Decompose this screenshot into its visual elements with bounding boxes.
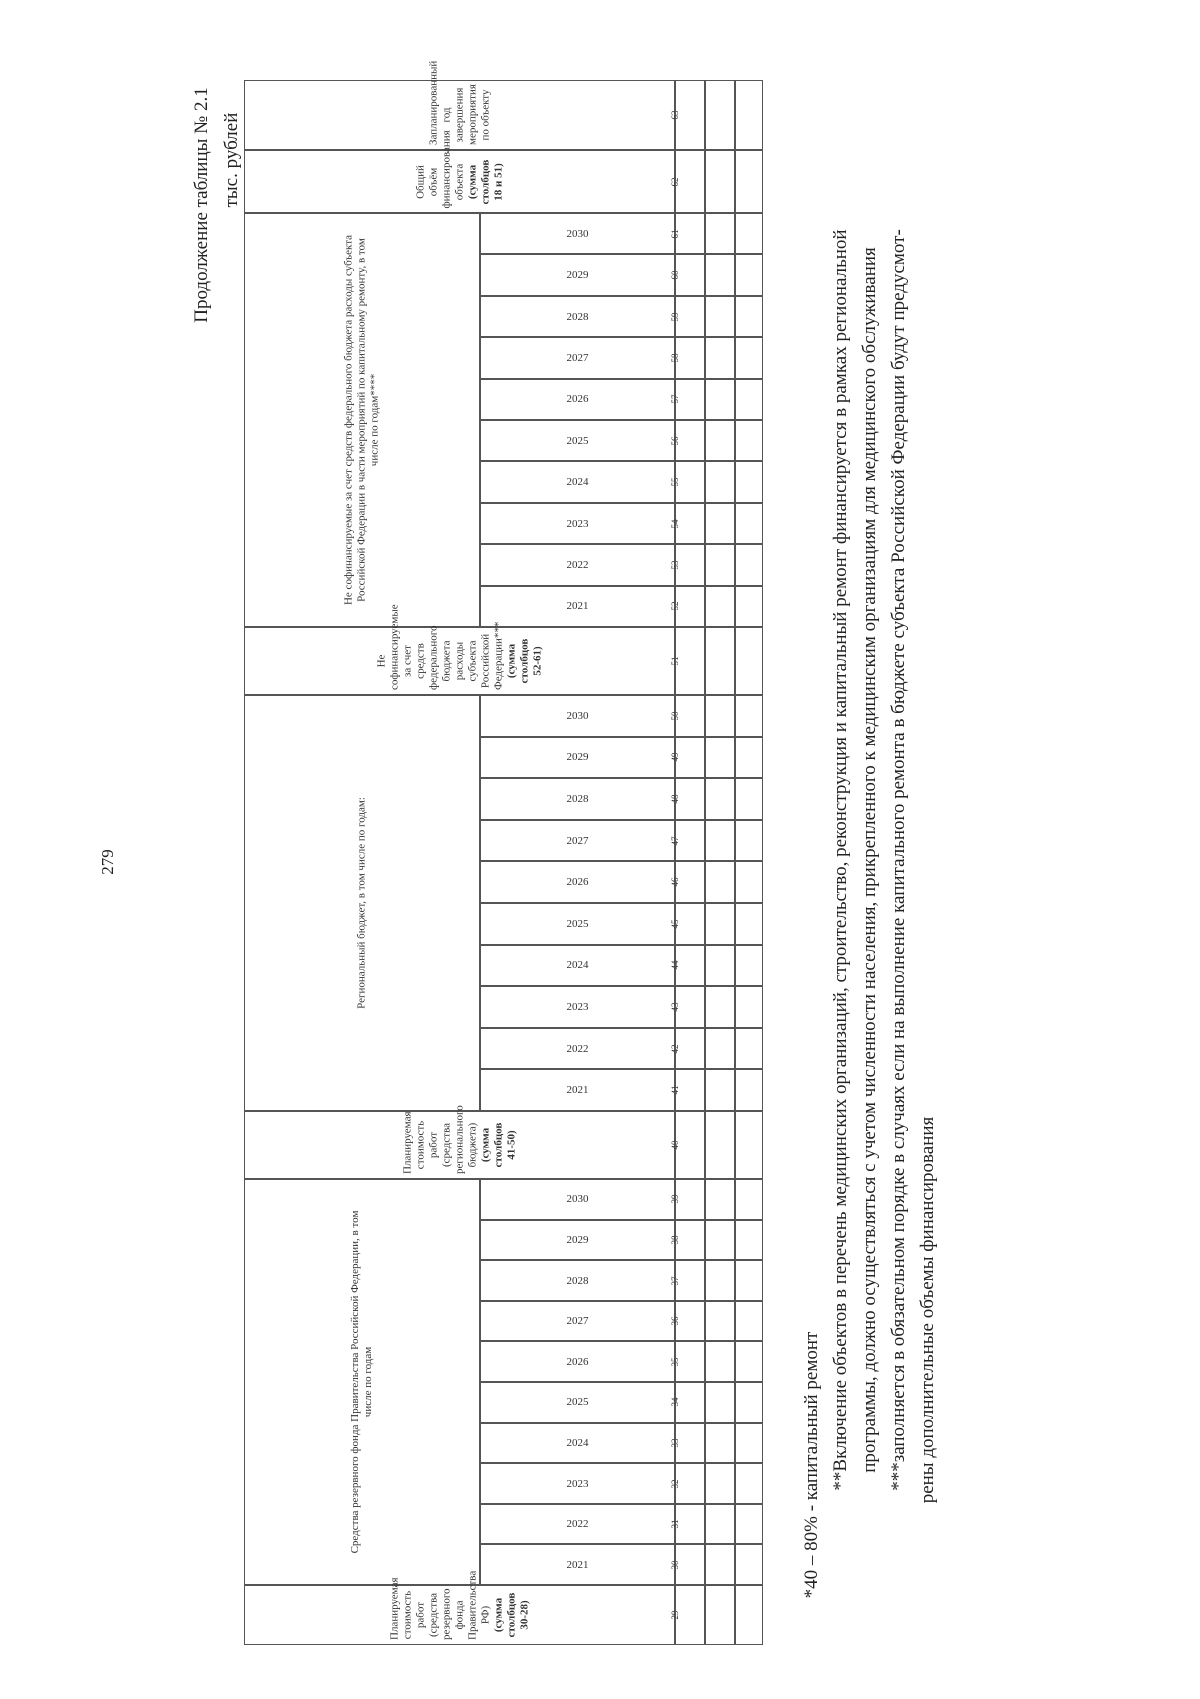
reserve-row-2025-blank-3 <box>735 1382 763 1423</box>
noncofin-colnum-2029: 60 <box>670 270 680 280</box>
reserve-cost-label <box>388 1570 531 1640</box>
footnote-4: ***заполняется в обязательном порядке в случаях если на выполнение капитального ремонта в бюджете субъекта Российской Федерации будут предусмот- <box>888 229 909 1491</box>
reserve-row-2030-blank-2 <box>705 1179 735 1220</box>
regional-cost-colnum: 40 <box>670 1140 680 1150</box>
reserve-colnum-2025: 34 <box>670 1397 680 1407</box>
reserve-row-2024-blank-2 <box>705 1423 735 1464</box>
regional-year-2030: 2030 <box>566 709 589 722</box>
units-label: тыс. рублей <box>221 112 242 208</box>
noncofin-year-2026: 2026 <box>566 393 589 406</box>
noncofin-sum-label <box>375 604 544 690</box>
noncofin-row-2023-blank-3 <box>735 503 763 544</box>
regional-row-2025-blank-3 <box>735 903 763 945</box>
regional-row-2023-blank-3 <box>735 986 763 1028</box>
reserve-row-2021-blank-2 <box>705 1544 735 1585</box>
regional-year-2029: 2029 <box>566 751 589 764</box>
regional-row-2027-blank-3 <box>735 820 763 862</box>
noncofin-row-2026-blank-2 <box>705 379 735 420</box>
reserve-colnum-2021: 30 <box>670 1560 680 1570</box>
noncofin-year-2021: 2021 <box>566 600 589 613</box>
regional-group-label: Региональный бюджет, в том числе по годам: <box>355 797 368 1009</box>
reserve-row-2023-blank-3 <box>735 1463 763 1504</box>
noncofin-row-2029-blank-2 <box>705 254 735 295</box>
reserve-row-2026-blank-2 <box>705 1341 735 1382</box>
page-number: 279 <box>98 849 117 875</box>
regional-colnum-2022: 42 <box>670 1044 680 1054</box>
noncofin-row-2029-blank-3 <box>735 254 763 295</box>
noncofin-year-2029: 2029 <box>566 269 589 282</box>
reserve-year-2030: 2030 <box>566 1193 589 1206</box>
reserve-year-2021: 2021 <box>566 1558 589 1571</box>
regional-row-2023-blank-2 <box>705 986 735 1028</box>
regional-row-2025-blank-2 <box>705 903 735 945</box>
regional-colnum-2030: 50 <box>670 711 680 721</box>
regional-row-2026-blank-3 <box>735 861 763 903</box>
reserve-row-2028-blank-2 <box>705 1260 735 1301</box>
noncofin-row-2030-blank-2 <box>705 213 735 254</box>
reserve-row-2029-blank-3 <box>735 1220 763 1261</box>
noncofin-colnum-2023: 54 <box>670 519 680 528</box>
regional-row-2028-blank-2 <box>705 778 735 820</box>
regional-row-2029-blank-2 <box>705 737 735 779</box>
noncofin-row-2027-blank-3 <box>735 337 763 378</box>
noncofin-year-2025: 2025 <box>566 434 589 447</box>
noncofin-colnum-2027: 58 <box>670 353 680 363</box>
noncofin-sum-blank-2 <box>705 627 735 695</box>
reserve-year-2024: 2024 <box>566 1436 589 1449</box>
reserve-row-2021-blank-3 <box>735 1544 763 1585</box>
regional-row-2024-blank-2 <box>705 945 735 987</box>
reserve-row-2027-blank-3 <box>735 1301 763 1342</box>
reserve-row-2026-blank-3 <box>735 1341 763 1382</box>
footnote-2: **Включение объектов в перечень медицинских организаций, строительство, реконструкция и капитальный ремонт финансируется в рамках региональной <box>830 229 851 1491</box>
regional-row-2021-blank-3 <box>735 1069 763 1111</box>
noncofin-year-2022: 2022 <box>566 558 589 571</box>
noncofin-sum-label-sum: (сумма столбцов 52-61) <box>505 638 543 684</box>
regional-row-2022-blank-3 <box>735 1028 763 1070</box>
regional-colnum-2021: 41 <box>670 1085 680 1095</box>
regional-row-2030-blank-2 <box>705 695 735 737</box>
colnum-divider <box>675 80 705 1645</box>
noncofin-row-2030-blank-3 <box>735 213 763 254</box>
regional-row-2026-blank-2 <box>705 861 735 903</box>
regional-year-2023: 2023 <box>566 1001 589 1013</box>
regional-row-2022-blank-2 <box>705 1028 735 1070</box>
regional-colnum-2023: 43 <box>670 1002 680 1012</box>
total-volume-blank-2 <box>705 150 735 213</box>
reserve-row-2023-blank-2 <box>705 1463 735 1504</box>
noncofin-row-2021-blank-3 <box>735 586 763 627</box>
reserve-row-2029-blank-2 <box>705 1220 735 1261</box>
reserve-cost-blank-3 <box>735 1585 763 1645</box>
noncofin-colnum-2030: 61 <box>670 229 680 239</box>
regional-colnum-2024: 44 <box>670 960 680 970</box>
noncofin-colnum-2025: 56 <box>670 436 680 446</box>
noncofin-year-2028: 2028 <box>566 310 589 323</box>
noncofin-year-2030: 2030 <box>566 227 589 240</box>
regional-year-2026: 2026 <box>566 876 589 889</box>
noncofin-sum-label-text: Не софинансируемые за счет средств федерального бюджета расходы субъекта Российской Федерации*** <box>375 604 504 690</box>
footnote-3: программы, должно осуществляться с учетом численности населения, прикрепленного к медицинским организациям для медицинского обслуживания <box>859 247 880 1473</box>
noncofin-colnum-2026: 57 <box>670 394 680 404</box>
regional-colnum-2028: 48 <box>670 794 680 804</box>
reserve-row-2022-blank-2 <box>705 1504 735 1545</box>
regional-row-2028-blank-3 <box>735 778 763 820</box>
reserve-year-2026: 2026 <box>566 1355 589 1368</box>
total-volume-blank-3 <box>735 150 763 213</box>
regional-year-2021: 2021 <box>566 1084 589 1097</box>
reserve-colnum-2029: 38 <box>670 1235 680 1245</box>
reserve-row-2024-blank-3 <box>735 1423 763 1464</box>
noncofin-row-2022-blank-2 <box>705 544 735 585</box>
planned-year-colnum: 63 <box>670 110 680 120</box>
noncofin-row-2021-blank-2 <box>705 586 735 627</box>
reserve-year-2022: 2022 <box>566 1518 589 1531</box>
noncofin-row-2025-blank-2 <box>705 420 735 461</box>
reserve-year-2029: 2029 <box>566 1233 589 1246</box>
noncofin-row-2028-blank-3 <box>735 296 763 337</box>
noncofin-row-2028-blank-2 <box>705 296 735 337</box>
reserve-row-2030-blank-3 <box>735 1179 763 1220</box>
noncofin-colnum-2028: 59 <box>670 312 680 321</box>
reserve-colnum-2028: 37 <box>670 1276 680 1285</box>
footnote-1: *40 – 80% - капитальный ремонт <box>801 1331 822 1599</box>
regional-colnum-2029: 49 <box>670 752 680 762</box>
planned-year-label: Запланированный год завершения мероприятия по объекту <box>427 60 491 145</box>
reserve-year-2023: 2023 <box>566 1477 589 1490</box>
noncofin-row-2022-blank-3 <box>735 544 763 585</box>
regional-year-2022: 2022 <box>566 1042 589 1055</box>
continuation-title: Продолжение таблицы № 2.1 <box>191 87 212 323</box>
reserve-row-2027-blank-2 <box>705 1301 735 1342</box>
noncofin-year-2023: 2023 <box>566 517 589 530</box>
reserve-cost-label-sum: (сумма столбцов 30-28) <box>492 1592 530 1638</box>
regional-cost-label-sum: (сумма столбцов 41-50) <box>479 1122 517 1168</box>
total-volume-label <box>414 129 505 208</box>
noncofin-year-2024: 2024 <box>566 476 589 489</box>
total-volume-label-text: Общий объём финансирования объекта <box>414 129 465 208</box>
reserve-colnum-2024: 33 <box>670 1438 680 1448</box>
regional-colnum-2027: 47 <box>670 836 680 846</box>
noncofin-row-2027-blank-2 <box>705 337 735 378</box>
noncofin-row-2023-blank-2 <box>705 503 735 544</box>
reserve-cost-blank-2 <box>705 1585 735 1645</box>
regional-row-2027-blank-2 <box>705 820 735 862</box>
noncofin-year-2027: 2027 <box>566 351 589 364</box>
planned-year-blank-3 <box>735 80 763 150</box>
noncofin-row-2024-blank-3 <box>735 461 763 502</box>
reserve-year-2025: 2025 <box>566 1396 589 1409</box>
regional-colnum-2025: 45 <box>670 919 680 929</box>
planned-year-blank-2 <box>705 80 735 150</box>
regional-year-2027: 2027 <box>566 834 589 847</box>
noncofin-sum-colnum: 51 <box>670 656 680 666</box>
regional-row-2021-blank-2 <box>705 1069 735 1111</box>
reserve-colnum-2027: 36 <box>670 1316 680 1326</box>
regional-row-2024-blank-3 <box>735 945 763 987</box>
reserve-colnum-2023: 32 <box>670 1479 680 1488</box>
noncofin-colnum-2021: 52 <box>670 601 680 611</box>
noncofin-sum-blank-3 <box>735 627 763 695</box>
regional-year-2028: 2028 <box>566 793 589 805</box>
regional-cost-blank-3 <box>735 1111 763 1179</box>
regional-cost-label <box>401 1105 518 1174</box>
reserve-colnum-2030: 39 <box>670 1194 680 1204</box>
noncofin-row-2024-blank-2 <box>705 461 735 502</box>
footnote-5: рены дополнительные объемы финансирования <box>917 1116 938 1504</box>
noncofin-row-2025-blank-3 <box>735 420 763 461</box>
reserve-colnum-2022: 31 <box>670 1519 680 1529</box>
noncofin-row-2026-blank-3 <box>735 379 763 420</box>
regional-cost-label-text: Планируемая стоимость работ (средства регионального бюджета) <box>401 1105 478 1174</box>
reserve-row-2028-blank-3 <box>735 1260 763 1301</box>
reserve-row-2025-blank-2 <box>705 1382 735 1423</box>
regional-year-2025: 2025 <box>566 917 589 930</box>
regional-row-2030-blank-3 <box>735 695 763 737</box>
reserve-group-label: Средства резервного фонда Правительства Российской Федерации, в том числе по годам <box>349 1210 374 1554</box>
reserve-cost-colnum: 29 <box>670 1610 680 1620</box>
total-volume-colnum: 62 <box>670 177 680 186</box>
total-volume-label-sum: (сумма столбцов 18 и 51) <box>466 159 504 204</box>
reserve-year-2028: 2028 <box>566 1274 589 1287</box>
noncofin-colnum-2024: 55 <box>670 477 680 487</box>
reserve-year-2027: 2027 <box>566 1315 589 1328</box>
reserve-colnum-2026: 35 <box>670 1357 680 1367</box>
regional-colnum-2026: 46 <box>670 877 680 887</box>
noncofin-colnum-2022: 53 <box>670 560 680 570</box>
regional-cost-blank-2 <box>705 1111 735 1179</box>
reserve-cost-label-text: Планируемая стоимость работ (средства резервного фонда Правительства РФ) <box>388 1570 491 1640</box>
regional-year-2024: 2024 <box>566 959 589 972</box>
reserve-row-2022-blank-3 <box>735 1504 763 1545</box>
regional-row-2029-blank-3 <box>735 737 763 779</box>
noncofin-group-label: Не софинансируемые за счет средств федерального бюджета расходы субъекта Российской Федерации в части мероприятий по капитальному ремонту, в том числе по годам**** <box>342 234 381 606</box>
